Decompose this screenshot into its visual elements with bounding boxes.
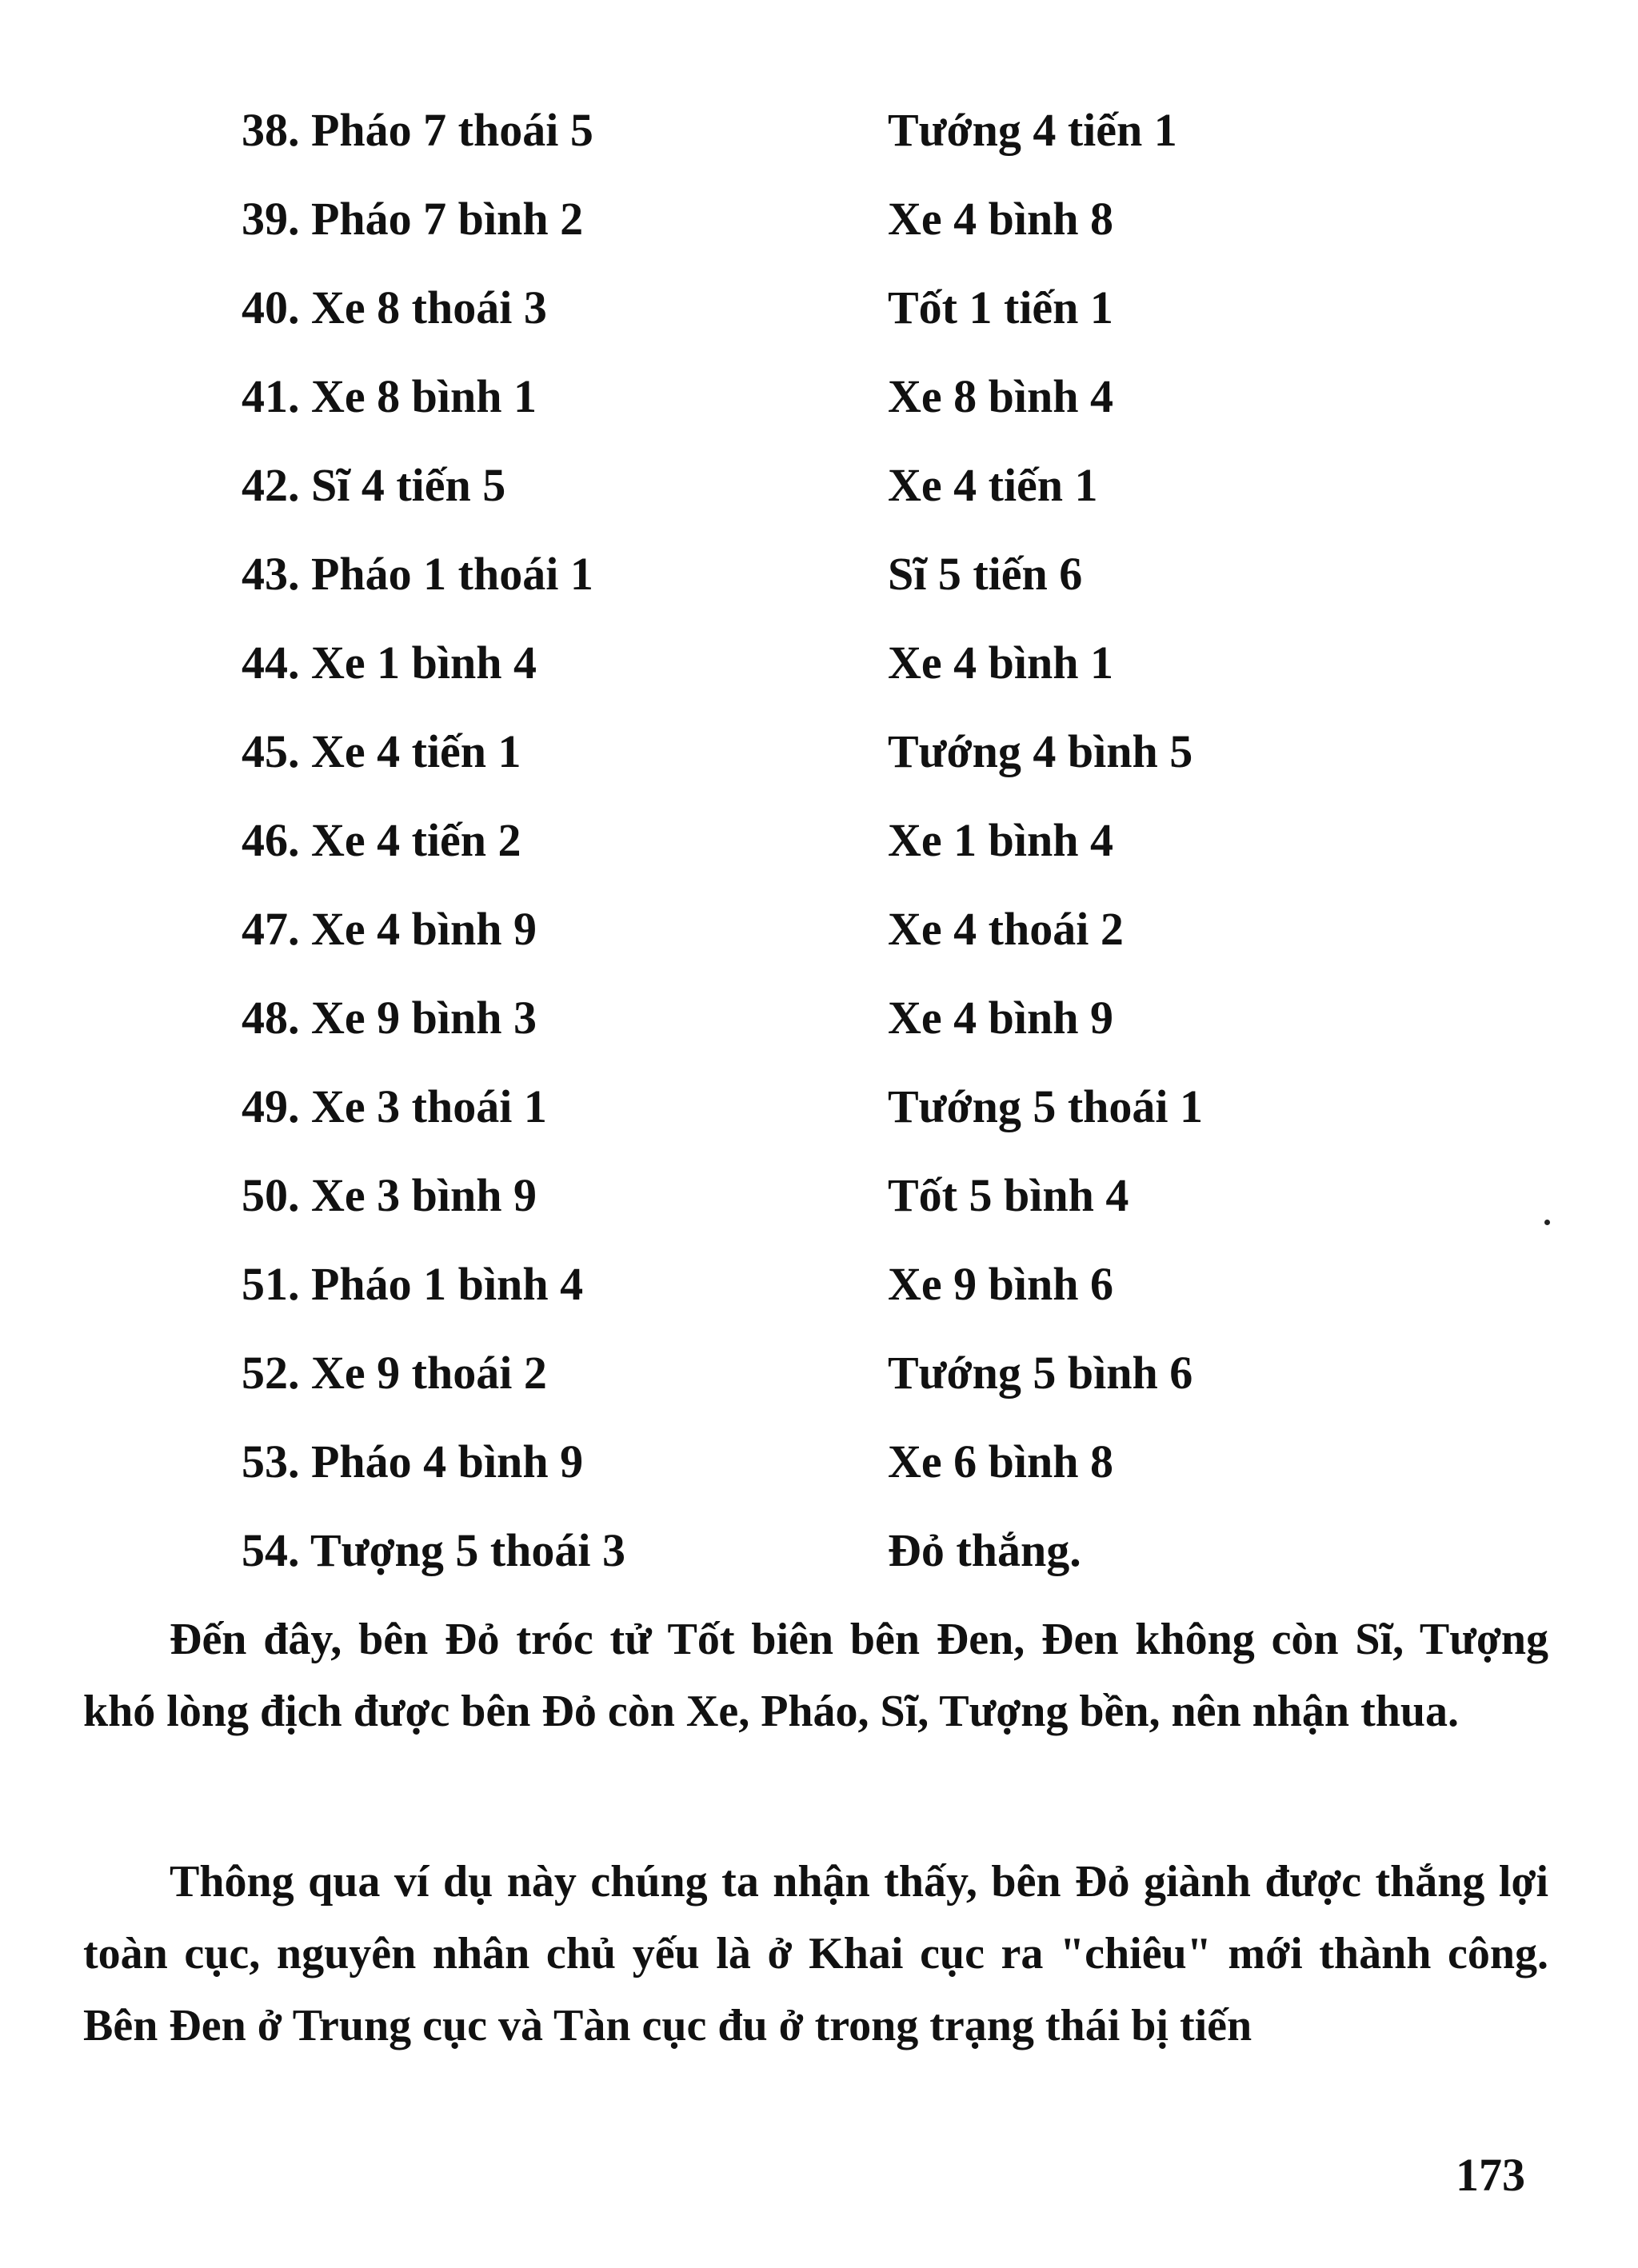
move-row-46 [0, 801, 1638, 880]
move-row-50 [0, 1156, 1638, 1236]
black-move: Xe 4 bình 8 [888, 193, 1114, 245]
black-move: Tốt 1 tiến 1 [888, 282, 1113, 333]
red-move: 45. Xe 4 tiến 1 [242, 725, 521, 777]
move-row-40 [0, 268, 1638, 348]
move-row-44 [0, 623, 1638, 703]
red-move: 42. Sĩ 4 tiến 5 [242, 459, 506, 511]
red-move: 48. Xe 9 bình 3 [242, 992, 537, 1044]
black-move: Xe 4 tiến 1 [888, 459, 1098, 511]
red-move: 50. Xe 3 bình 9 [242, 1169, 537, 1221]
body-paragraph: Thông qua ví dụ này chúng ta nhận thấy, bên Đỏ giành được thắng lợi toàn cục, nguyên nhân chủ yếu là ở Khai cục ra "chiêu" mới thành công. Bên Đen ở Trung cục và Tàn cục đu ở trong trạng thái bị tiến [83, 1857, 1548, 2050]
black-move: Tốt 5 bình 4 [888, 1169, 1129, 1221]
red-move: 40. Xe 8 thoái 3 [242, 282, 547, 333]
red-move: 53. Pháo 4 bình 9 [242, 1435, 584, 1487]
move-row-51 [0, 1244, 1638, 1324]
red-move: 54. Tượng 5 thoái 3 [242, 1524, 626, 1576]
move-row-38 [0, 90, 1638, 170]
red-move: 47. Xe 4 bình 9 [242, 903, 537, 955]
red-move: 44. Xe 1 bình 4 [242, 637, 537, 689]
red-move: 49. Xe 3 thoái 1 [242, 1080, 547, 1132]
black-move: Xe 1 bình 4 [888, 814, 1114, 866]
move-row-39 [0, 179, 1638, 259]
red-move: 38. Pháo 7 thoái 5 [242, 104, 593, 156]
black-move: Sĩ 5 tiến 6 [888, 548, 1083, 600]
move-row-48 [0, 978, 1638, 1058]
stray-dot [1544, 1220, 1550, 1225]
black-move: Xe 4 thoái 2 [888, 903, 1124, 955]
black-move: Tướng 5 thoái 1 [888, 1080, 1204, 1132]
red-move: 39. Pháo 7 bình 2 [242, 193, 584, 245]
red-move: 43. Pháo 1 thoái 1 [242, 548, 593, 600]
move-row-53 [0, 1422, 1638, 1502]
black-move: Tướng 4 tiến 1 [888, 104, 1177, 156]
black-move: Xe 6 bình 8 [888, 1435, 1114, 1487]
black-move: Xe 4 bình 1 [888, 637, 1114, 689]
move-row-47 [0, 889, 1638, 969]
page-number: 173 [1456, 2149, 1525, 2201]
black-move: Tướng 5 bình 6 [888, 1347, 1193, 1399]
move-row-41 [0, 357, 1638, 437]
black-move: Xe 8 bình 4 [888, 370, 1114, 422]
move-row-42 [0, 445, 1638, 525]
move-row-49 [0, 1067, 1638, 1147]
body-paragraph: Đến đây, bên Đỏ tróc tử Tốt biên bên Đen, Đen không còn Sĩ, Tượng khó lòng địch được bên Đỏ còn Xe, Pháo, Sĩ, Tượng bền, nên nhận thua. [83, 1615, 1548, 1736]
black-move: Xe 4 bình 9 [888, 992, 1114, 1044]
red-move: 46. Xe 4 tiến 2 [242, 814, 521, 866]
move-row-45 [0, 712, 1638, 792]
move-row-52 [0, 1333, 1638, 1413]
move-row-43 [0, 534, 1638, 614]
black-move: Tướng 4 bình 5 [888, 725, 1193, 777]
red-move: 41. Xe 8 bình 1 [242, 370, 537, 422]
black-move: Xe 9 bình 6 [888, 1258, 1114, 1310]
red-move: 52. Xe 9 thoái 2 [242, 1347, 547, 1399]
red-move: 51. Pháo 1 bình 4 [242, 1258, 584, 1310]
black-move: Đỏ thắng. [888, 1524, 1081, 1576]
move-row-54 [0, 1511, 1638, 1591]
